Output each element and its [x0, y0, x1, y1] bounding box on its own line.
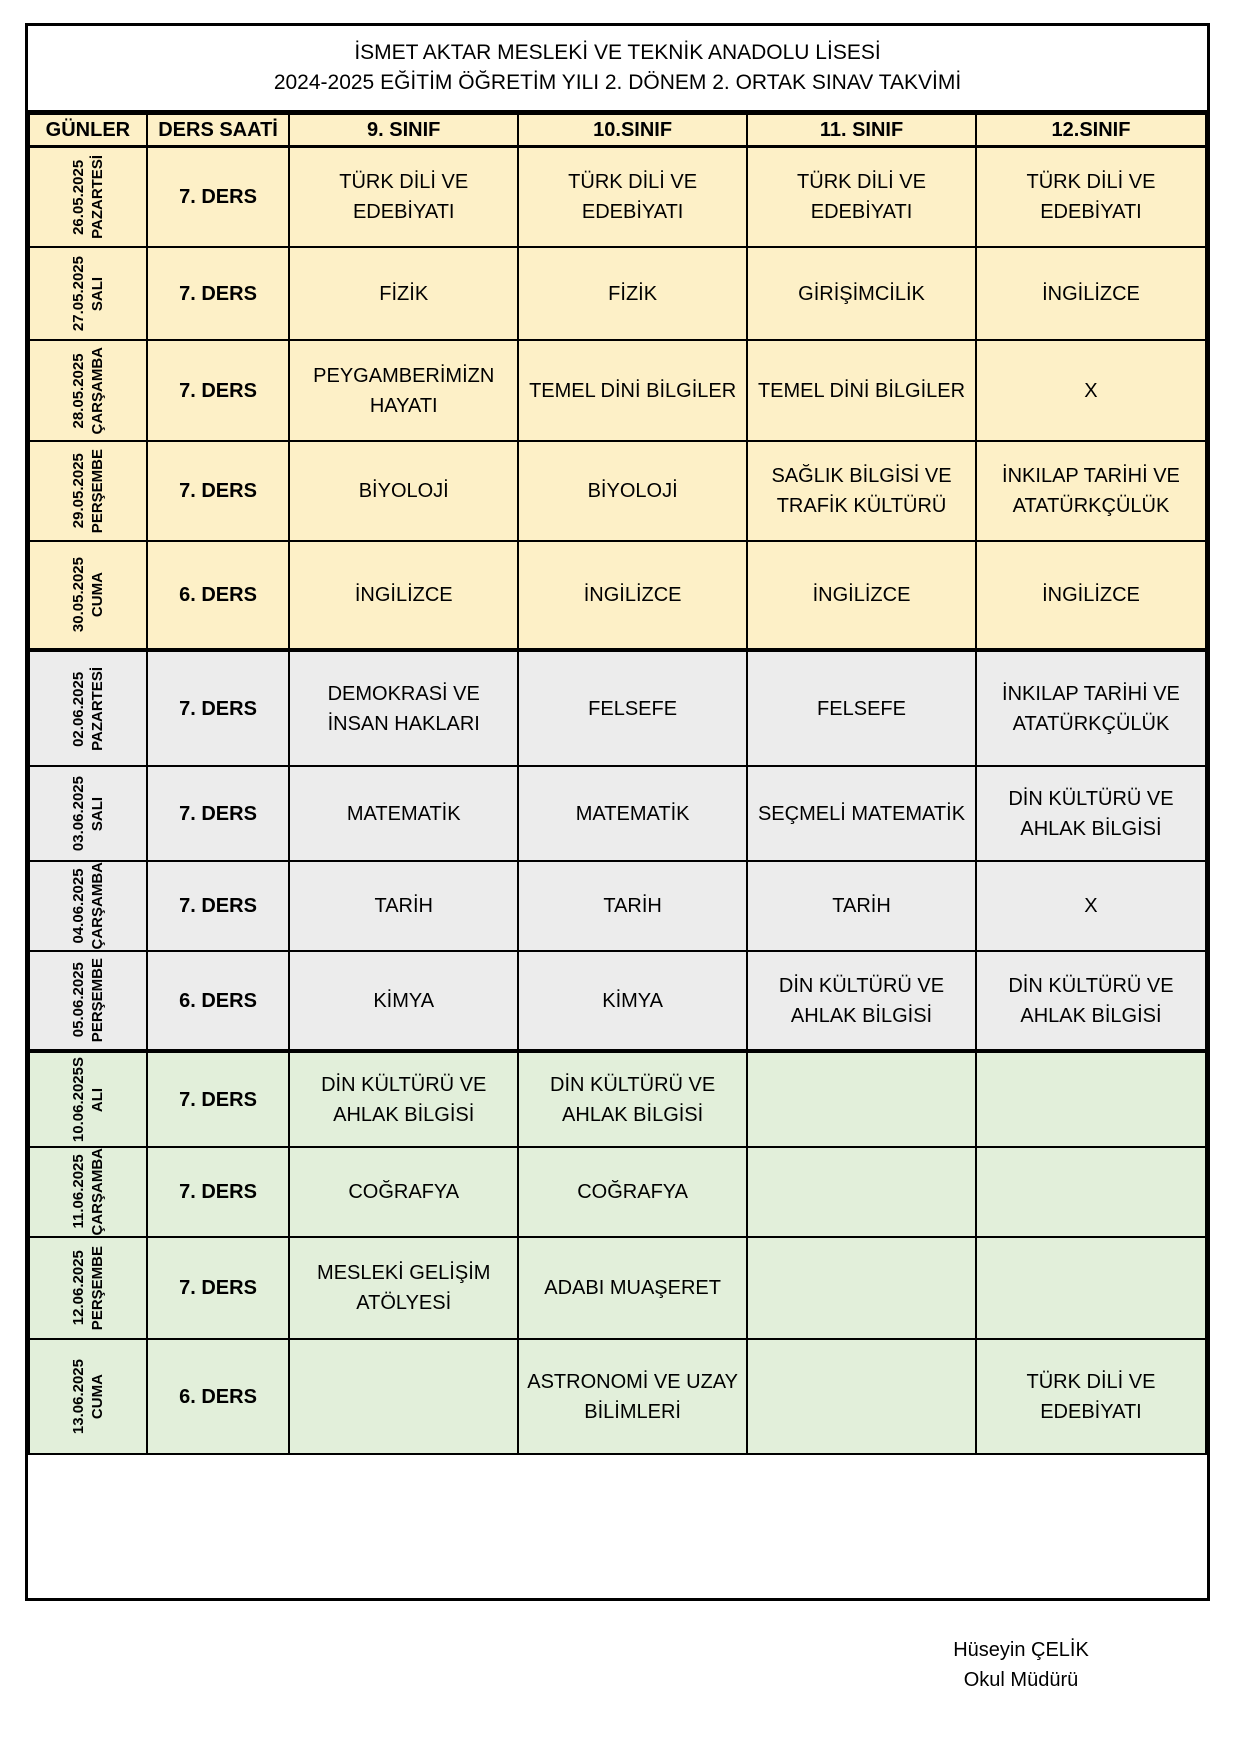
header-period: DERS SAATİ	[147, 114, 289, 146]
period-cell: 7. DERS	[147, 650, 289, 766]
table-row	[29, 1147, 1206, 1237]
date-cell	[29, 146, 147, 247]
header-grade-9: 9. SINIF	[289, 114, 518, 146]
grade-11-exam: TEMEL DİNİ BİLGİLER	[747, 340, 976, 441]
grade-11-exam	[747, 1237, 976, 1339]
grade-10-exam: ASTRONOMİ VE UZAY BİLİMLERİ	[518, 1339, 747, 1454]
exam-date: 27.05.2025	[69, 255, 87, 332]
grade-10-exam: TEMEL DİNİ BİLGİLER	[518, 340, 747, 441]
table-row	[29, 951, 1206, 1051]
grade-12-exam: X	[976, 861, 1206, 951]
exam-day: ALI	[88, 1087, 106, 1112]
period-cell: 6. DERS	[147, 951, 289, 1051]
exam-day: CUMA	[88, 572, 106, 618]
grade-12-exam: TÜRK DİLİ VE EDEBİYATI	[976, 1339, 1206, 1454]
date-cell	[29, 340, 147, 441]
exam-day: SALI	[88, 796, 106, 831]
grade-12-exam: İNKILAP TARİHİ VE ATATÜRKÇÜLÜK	[976, 441, 1206, 541]
period-cell: 7. DERS	[147, 1237, 289, 1339]
schedule-title: 2024-2025 EĞİTİM ÖĞRETİM YILI 2. DÖNEM 2. ORTAK SINAV TAKVİMİ	[273, 71, 962, 94]
period-cell: 6. DERS	[147, 541, 289, 650]
principal-name: Hüseyin ÇELİK	[953, 1639, 1089, 1661]
period-cell: 7. DERS	[147, 247, 289, 340]
period-cell: 7. DERS	[147, 146, 289, 247]
grade-10-exam: FELSEFE	[518, 650, 747, 766]
date-cell	[29, 441, 147, 541]
grade-11-exam: GİRİŞİMCİLİK	[747, 247, 976, 340]
grade-10-exam: TARİH	[518, 861, 747, 951]
grade-11-exam	[747, 1051, 976, 1147]
grade-12-exam: İNGİLİZCE	[976, 541, 1206, 650]
date-cell	[29, 1339, 147, 1454]
exam-day: ÇARŞAMBA	[88, 1148, 106, 1236]
grade-11-exam: TÜRK DİLİ VE EDEBİYATI	[747, 146, 976, 247]
grade-12-exam: DİN KÜLTÜRÜ VE AHLAK BİLGİSİ	[976, 951, 1206, 1051]
grade-12-exam	[976, 1147, 1206, 1237]
table-row	[29, 441, 1206, 541]
period-cell: 7. DERS	[147, 1147, 289, 1237]
date-cell	[29, 1147, 147, 1237]
table-row	[29, 541, 1206, 650]
header-grade-11: 11. SINIF	[747, 114, 976, 146]
grade-11-exam: TARİH	[747, 861, 976, 951]
header-grade-12: 12.SINIF	[976, 114, 1206, 146]
grade-12-exam: X	[976, 340, 1206, 441]
grade-9-exam: TÜRK DİLİ VE EDEBİYATI	[289, 146, 518, 247]
table-row	[29, 1051, 1206, 1147]
date-cell	[29, 1051, 147, 1147]
grade-10-exam: TÜRK DİLİ VE EDEBİYATI	[518, 146, 747, 247]
period-cell: 7. DERS	[147, 766, 289, 861]
date-cell	[29, 541, 147, 650]
principal-role: Okul Müdürü	[963, 1669, 1079, 1691]
exam-date: 05.06.2025	[69, 962, 87, 1039]
grade-12-exam	[976, 1051, 1206, 1147]
grade-12-exam	[976, 1237, 1206, 1339]
grade-10-exam: DİN KÜLTÜRÜ VE AHLAK BİLGİSİ	[518, 1051, 747, 1147]
grade-12-exam: TÜRK DİLİ VE EDEBİYATI	[976, 146, 1206, 247]
table-row	[29, 146, 1206, 247]
table-body	[29, 146, 1206, 1454]
grade-10-exam: FİZİK	[518, 247, 747, 340]
table-row	[29, 340, 1206, 441]
grade-11-exam	[747, 1147, 976, 1237]
exam-date: 29.05.2025	[69, 453, 87, 529]
grade-9-exam: BİYOLOJİ	[289, 441, 518, 541]
grade-11-exam: SEÇMELİ MATEMATİK	[747, 766, 976, 861]
grade-10-exam: KİMYA	[518, 951, 747, 1051]
school-name: İSMET AKTAR MESLEKİ VE TEKNİK ANADOLU LİSESİ	[354, 41, 881, 64]
exam-date: 26.05.2025	[69, 159, 87, 235]
grade-12-exam: İNGİLİZCE	[976, 247, 1206, 340]
table-row	[29, 1237, 1206, 1339]
exam-day: PAZARTESİ	[88, 666, 106, 751]
date-cell	[29, 650, 147, 766]
table-row	[29, 766, 1206, 861]
header-grade-10: 10.SINIF	[518, 114, 747, 146]
grade-9-exam: DİN KÜLTÜRÜ VE AHLAK BİLGİSİ	[289, 1051, 518, 1147]
grade-9-exam: DEMOKRASİ VE İNSAN HAKLARI	[289, 650, 518, 766]
grade-11-exam: İNGİLİZCE	[747, 541, 976, 650]
exam-day: ÇARŞAMBA	[88, 346, 106, 435]
table-header-row	[29, 114, 1206, 146]
exam-date: 02.06.2025	[69, 670, 87, 747]
header-days: GÜNLER	[29, 114, 147, 146]
exam-schedule-frame	[25, 23, 1210, 1601]
exam-day: CUMA	[88, 1374, 106, 1419]
exam-day: ÇARŞAMBA	[88, 862, 106, 950]
date-cell	[29, 247, 147, 340]
grade-10-exam: ADABI MUAŞERET	[518, 1237, 747, 1339]
table-row	[29, 650, 1206, 766]
period-cell: 7. DERS	[147, 340, 289, 441]
grade-9-exam: KİMYA	[289, 951, 518, 1051]
exam-date: 30.05.2025	[69, 557, 87, 633]
period-cell: 7. DERS	[147, 441, 289, 541]
grade-9-exam: MESLEKİ GELİŞİM ATÖLYESİ	[289, 1237, 518, 1339]
exam-day: PERŞEMBE	[88, 448, 106, 534]
exam-date: 28.05.2025	[69, 352, 87, 429]
grade-10-exam: MATEMATİK	[518, 766, 747, 861]
grade-10-exam: COĞRAFYA	[518, 1147, 747, 1237]
grade-10-exam: İNGİLİZCE	[518, 541, 747, 650]
exam-date: 10.06.2025S	[69, 1056, 87, 1143]
exam-date: 11.06.2025	[69, 1154, 87, 1230]
exam-day: PERŞEMBE	[88, 958, 106, 1043]
grade-9-exam: PEYGAMBERİMİZN HAYATI	[289, 340, 518, 441]
grade-11-exam: DİN KÜLTÜRÜ VE AHLAK BİLGİSİ	[747, 951, 976, 1051]
date-cell	[29, 766, 147, 861]
exam-date: 04.06.2025	[69, 868, 87, 944]
grade-9-exam: FİZİK	[289, 247, 518, 340]
signature-block	[941, 1635, 1101, 1695]
exam-day: PERŞEMBE	[88, 1245, 106, 1331]
date-cell	[29, 1237, 147, 1339]
document-title	[28, 26, 1207, 113]
exam-schedule-table	[28, 113, 1207, 1455]
date-cell	[29, 951, 147, 1051]
period-cell: 7. DERS	[147, 861, 289, 951]
grade-10-exam: BİYOLOJİ	[518, 441, 747, 541]
table-row	[29, 247, 1206, 340]
date-cell	[29, 861, 147, 951]
period-cell: 6. DERS	[147, 1339, 289, 1454]
grade-11-exam: FELSEFE	[747, 650, 976, 766]
grade-12-exam: DİN KÜLTÜRÜ VE AHLAK BİLGİSİ	[976, 766, 1206, 861]
grade-9-exam: TARİH	[289, 861, 518, 951]
table-row	[29, 1339, 1206, 1454]
grade-9-exam: COĞRAFYA	[289, 1147, 518, 1237]
grade-9-exam: İNGİLİZCE	[289, 541, 518, 650]
exam-date: 03.06.2025	[69, 775, 87, 852]
grade-11-exam	[747, 1339, 976, 1454]
exam-date: 12.06.2025	[69, 1250, 87, 1326]
table-row	[29, 861, 1206, 951]
exam-day: PAZARTESİ	[88, 154, 106, 239]
grade-11-exam: SAĞLIK BİLGİSİ VE TRAFİK KÜLTÜRÜ	[747, 441, 976, 541]
grade-9-exam	[289, 1339, 518, 1454]
grade-9-exam: MATEMATİK	[289, 766, 518, 861]
exam-date: 13.06.2025	[69, 1358, 87, 1435]
grade-12-exam: İNKILAP TARİHİ VE ATATÜRKÇÜLÜK	[976, 650, 1206, 766]
period-cell: 7. DERS	[147, 1051, 289, 1147]
exam-day: SALI	[88, 276, 106, 311]
